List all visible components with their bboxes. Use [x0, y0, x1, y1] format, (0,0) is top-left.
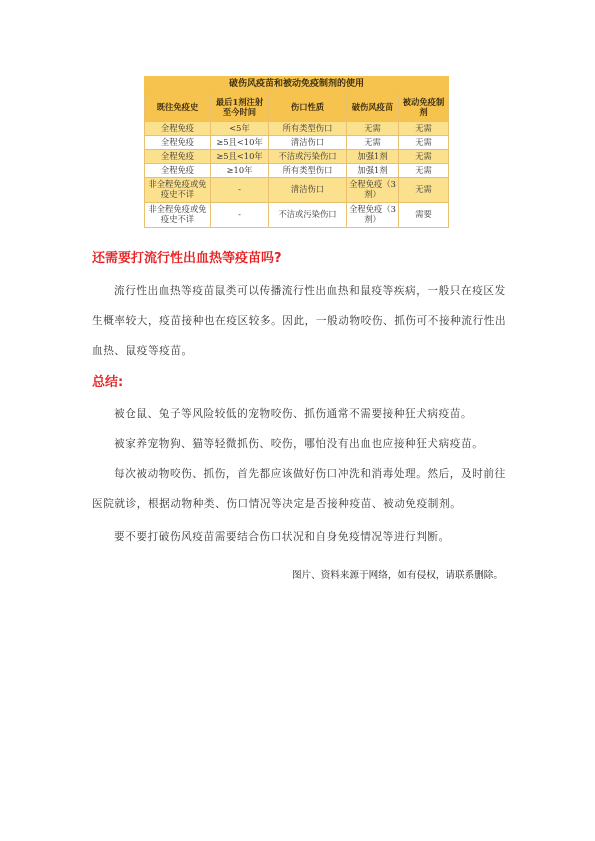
table-cell: - [211, 178, 269, 203]
table-cell: <5年 [211, 122, 269, 136]
table-cell: ≥10年 [211, 164, 269, 178]
source-note: 图片、资料来源于网络，如有侵权，请联系删除。 [291, 570, 503, 581]
summary-paragraph: 被仓鼠、兔子等风险较低的宠物咬伤、抓伤通常不需要接种狂犬病疫苗。 [114, 408, 473, 420]
table-cell: 全程免疫 [145, 122, 211, 136]
table-cell: 加强1剂 [347, 164, 399, 178]
vaccine-table-image [144, 76, 448, 238]
table-row [145, 203, 449, 228]
summary-paragraph: 每次被动物咬伤、抓伤，首先都应该做好伤口冲洗和消毒处理。然后，及时前往医院就诊，根据动物种类、伤口情况等决定是否接种疫苗、被动免疫制剂。 [92, 468, 506, 510]
table-cell: - [211, 203, 269, 228]
table-header-cell: 破伤风疫苗 [347, 94, 399, 122]
table-header-cell: 既往免疫史 [145, 94, 211, 122]
table-cell: 全程免疫（3剂） [347, 203, 399, 228]
table-cell: 清洁伤口 [269, 136, 347, 150]
table-header-cell: 被动免疫制剂 [399, 94, 449, 122]
table-cell: 全程免疫 [145, 136, 211, 150]
table-header-row [145, 94, 449, 122]
table-cell: ≥5且<10年 [211, 136, 269, 150]
table-cell: 全程免疫 [145, 150, 211, 164]
section-heading-hemorrhagic-fever: 还需要打流行性出血热等疫苗吗? [92, 251, 282, 266]
summary-paragraph: 要不要打破伤风疫苗需要结合伤口状况和自身免疫情况等进行判断。 [114, 531, 450, 543]
table-cell: 无需 [347, 136, 399, 150]
table-row [145, 136, 449, 150]
hemorrhagic-fever-paragraph: 流行性出血热等疫苗鼠类可以传播流行性出血热和鼠疫等疾病，一般只在疫区发生概率较大，疫苗接种也在疫区较多。因此，一般动物咬伤、抓伤可不接种流行性出血热、鼠疫等疫苗。 [92, 285, 507, 357]
table-row [145, 164, 449, 178]
table-cell: 不洁或污染伤口 [269, 203, 347, 228]
table-cell: 不洁或污染伤口 [269, 150, 347, 164]
table-cell: 无需 [399, 150, 449, 164]
table-cell: 无需 [399, 136, 449, 150]
table-cell: 需要 [399, 203, 449, 228]
vaccine-table [144, 76, 449, 228]
table-row [145, 178, 449, 203]
table-cell: 非全程免疫或免疫史不详 [145, 178, 211, 203]
table-header-cell: 伤口性质 [269, 94, 347, 122]
table-cell: 全程免疫 [145, 164, 211, 178]
table-cell: 所有类型伤口 [269, 122, 347, 136]
table-cell: 全程免疫（3剂） [347, 178, 399, 203]
table-title: 破伤风疫苗和被动免疫制剂的使用 [144, 76, 449, 93]
table-cell: 无需 [399, 178, 449, 203]
table-cell: 无需 [399, 122, 449, 136]
table-row [145, 122, 449, 136]
table-cell: 非全程免疫或免疫史不详 [145, 203, 211, 228]
summary-paragraph: 被家养宠物狗、猫等轻微抓伤、咬伤，哪怕没有出血也应接种狂犬病疫苗。 [114, 438, 484, 450]
table-cell: ≥5且<10年 [211, 150, 269, 164]
table-row [145, 150, 449, 164]
table-cell: 所有类型伤口 [269, 164, 347, 178]
section-heading-summary: 总结: [92, 375, 124, 390]
table-cell: 无需 [347, 122, 399, 136]
table-header-cell: 最后1剂注射至今时间 [211, 94, 269, 122]
table-cell: 清洁伤口 [269, 178, 347, 203]
table-cell: 无需 [399, 164, 449, 178]
table-cell: 加强1剂 [347, 150, 399, 164]
